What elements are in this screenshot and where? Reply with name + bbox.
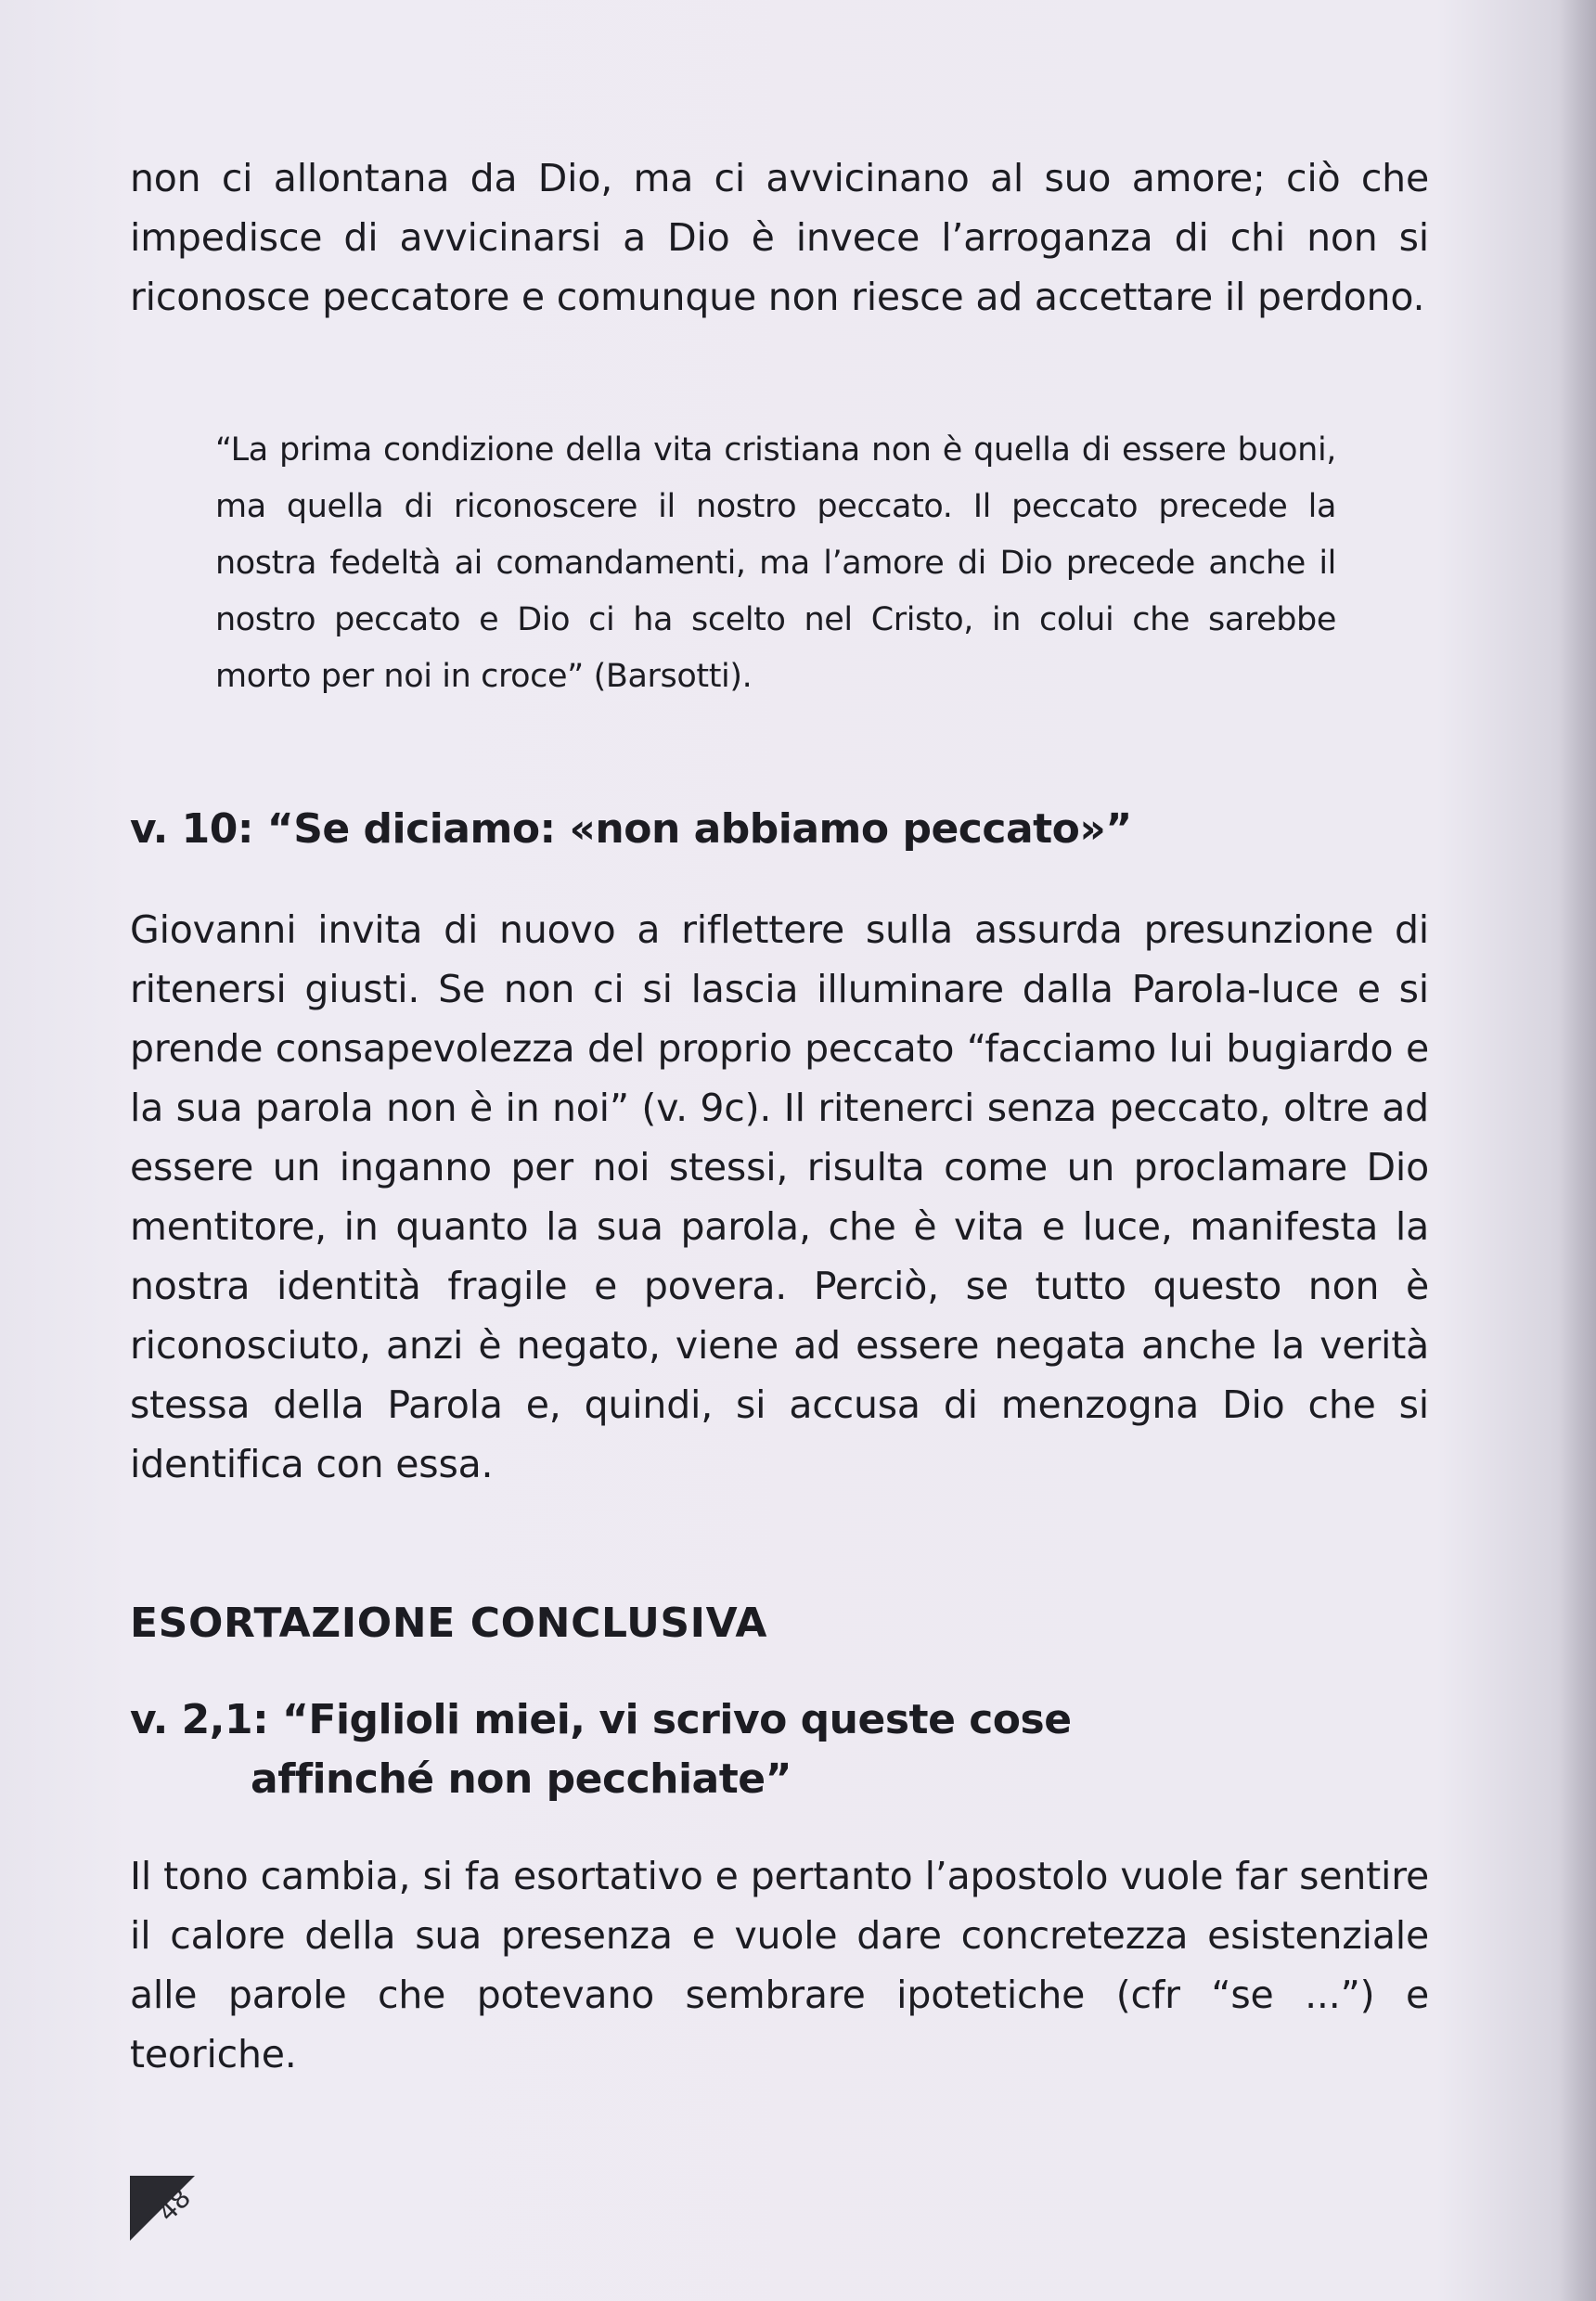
section-title: ESORTAZIONE CONCLUSIVA: [130, 1600, 767, 1647]
page-edge-shadow: [1559, 0, 1596, 2301]
paragraph-commentary: Giovanni invita di nuovo a riflettere sulla assurda presunzione di ritenersi giusti. Se non ci si lascia illuminare dalla Parola-luce e si prende consapevolezza del proprio peccato “facciamo lui bugiardo e la sua parola non è in noi” (v. 9c). Il ritenerci senza peccato, oltre ad essere un inganno per noi stessi, risulta come un proclamare Dio mentitore, in quanto la sua parola, che è vita e luce, manifesta la nostra identità fragile e povera. Perciò, se tutto questo non è riconosciuto, anzi è negato, viene ad essere negata anche la verità stessa della Parola e, quindi, si accusa di menzogna Dio che si identifica con essa.: [130, 907, 1429, 1486]
verse-title: “Se diciamo: «non abbiamo peccato»”: [266, 805, 1132, 853]
verse-ref: v. 2,1:: [130, 1696, 269, 1743]
block-quote: “La prima condizione della vita cristiana non è quella di essere buoni, ma quella di riconoscere il nostro peccato. Il peccato precede la nostra fedeltà ai comandamenti, ma l’amore di Dio precede anche il nostro peccato e Dio ci ha scelto nel Cristo, in colui che sarebbe morto per noi in croce” (Barsotti).: [215, 431, 1336, 695]
verse-title-line-1: “Figlioli miei, vi scrivo queste cose: [282, 1696, 1072, 1743]
verse-title-line-2: affinché non pecchiate”: [251, 1755, 792, 1803]
verse-heading-10: [130, 800, 1132, 859]
page-number: 48: [151, 2182, 198, 2228]
paragraph-exhortation: Il tono cambia, si fa esortativo e pertanto l’apostolo vuole far sentire il calore della sua presenza e vuole dare concretezza esistenziale alle parole che potevano sembrare ipotetiche (cfr “se ...”) e teoriche.: [130, 1854, 1429, 2076]
paragraph-intro: non ci allontana da Dio, ma ci avvicinano al suo amore; ciò che impedisce di avvicinarsi a Dio è invece l’arroganza di chi non si riconosce peccatore e comunque non riesce ad accettare il perdono.: [130, 156, 1429, 319]
verse-heading-2-1: [130, 1690, 1072, 1809]
verse-ref: v. 10:: [130, 805, 253, 853]
